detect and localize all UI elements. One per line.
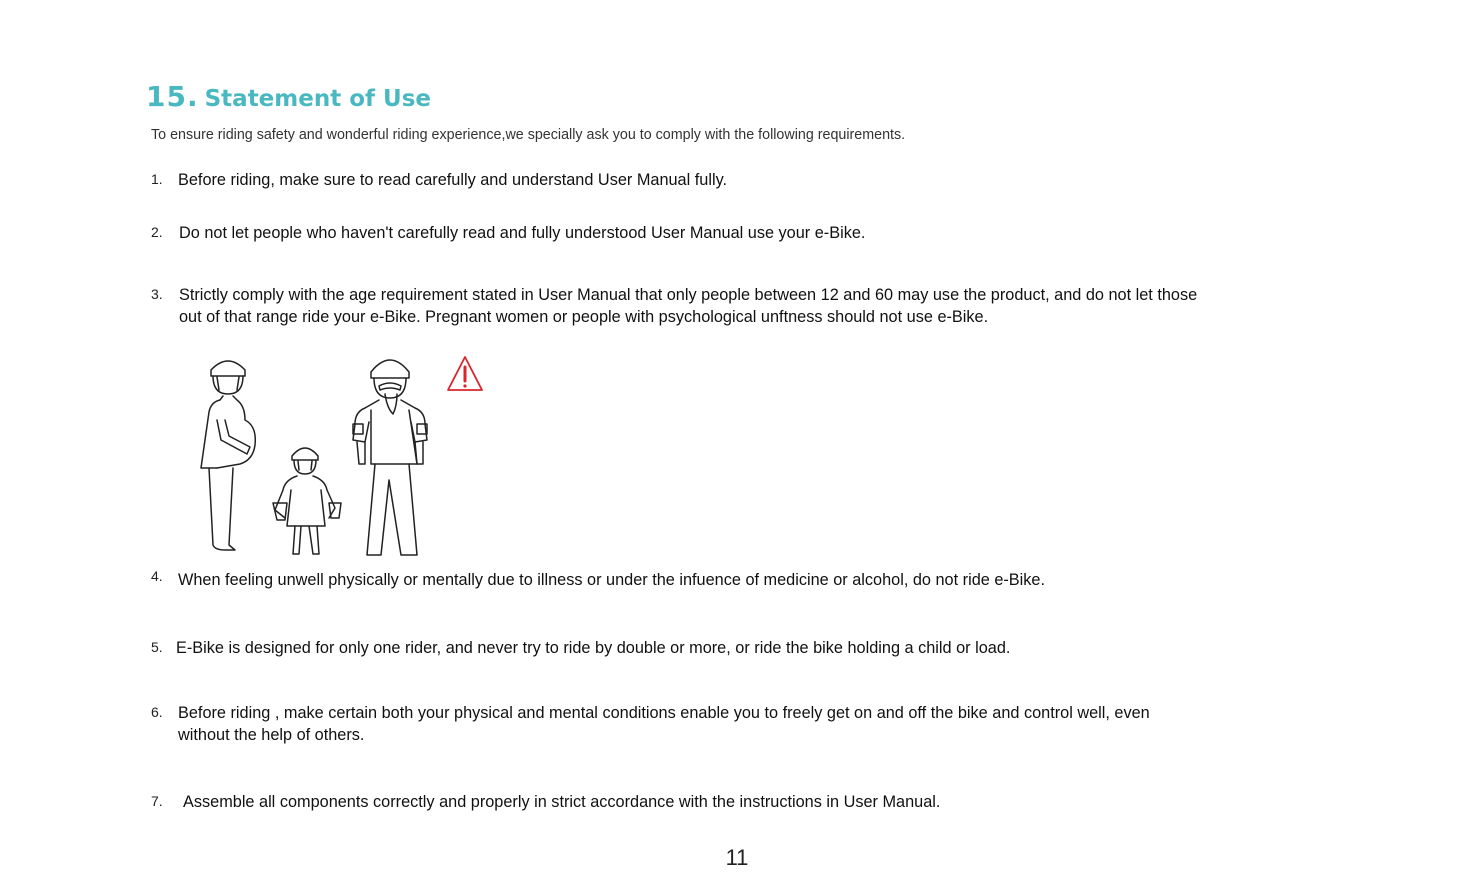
elderly-man-icon — [353, 360, 427, 555]
list-item-line: When feeling unwell physically or mentally due to illness or under the infuence of medicine or alcohol, do not ride e-Bike. — [178, 571, 1046, 589]
list-item-line: Strictly comply with the age requirement stated in User Manual that only people between 12 and 60 may use the product, and do not let those — [179, 286, 1198, 304]
list-item-text — [179, 284, 1197, 328]
list-item-number: 4. — [151, 568, 163, 584]
list-item-text — [178, 569, 1045, 591]
list-item-text — [178, 702, 1150, 746]
list-item-text — [179, 222, 865, 244]
list-item-line: Before riding , make certain both your physical and mental conditions enable you to freely get on and off the bike and control well, even — [178, 704, 1150, 722]
list-item-text — [176, 637, 1010, 659]
section-heading — [146, 76, 431, 114]
list-item-line: without the help of others. — [178, 726, 365, 744]
child-icon — [273, 448, 341, 554]
list-item-line: out of that range ride your e-Bike. Pregnant women or people with psychological unftness should not use e-Bike. — [179, 308, 989, 326]
list-item-number: 5. — [151, 639, 163, 655]
age-requirement-illustration — [195, 350, 495, 562]
list-item-number: 7. — [151, 793, 163, 809]
section-title: Statement of Use — [204, 86, 432, 112]
list-item-number: 1. — [151, 171, 163, 187]
warning-icon — [448, 357, 482, 390]
intro-text: To ensure riding safety and wonderful riding experience,we specially ask you to comply with the following requirements. — [151, 127, 906, 143]
list-item-line: E-Bike is designed for only one rider, and never try to ride by double or more, or ride the bike holding a child or load. — [176, 639, 1011, 657]
list-item-line: Assemble all components correctly and properly in strict accordance with the instructions in User Manual. — [183, 793, 941, 811]
list-item-number: 3. — [151, 286, 163, 302]
list-item-text — [178, 169, 727, 191]
page-number: 11 — [725, 845, 749, 870]
list-item-line: Before riding, make sure to read carefully and understand User Manual fully. — [178, 171, 728, 189]
pregnant-woman-icon — [201, 361, 255, 550]
list-item-text — [183, 791, 940, 813]
list-item-number: 6. — [151, 704, 163, 720]
list-item-line: Do not let people who haven't carefully read and fully understood User Manual use your e-Bike. — [179, 224, 866, 242]
list-item-number: 2. — [151, 224, 163, 240]
section-number: 15. — [146, 80, 199, 113]
